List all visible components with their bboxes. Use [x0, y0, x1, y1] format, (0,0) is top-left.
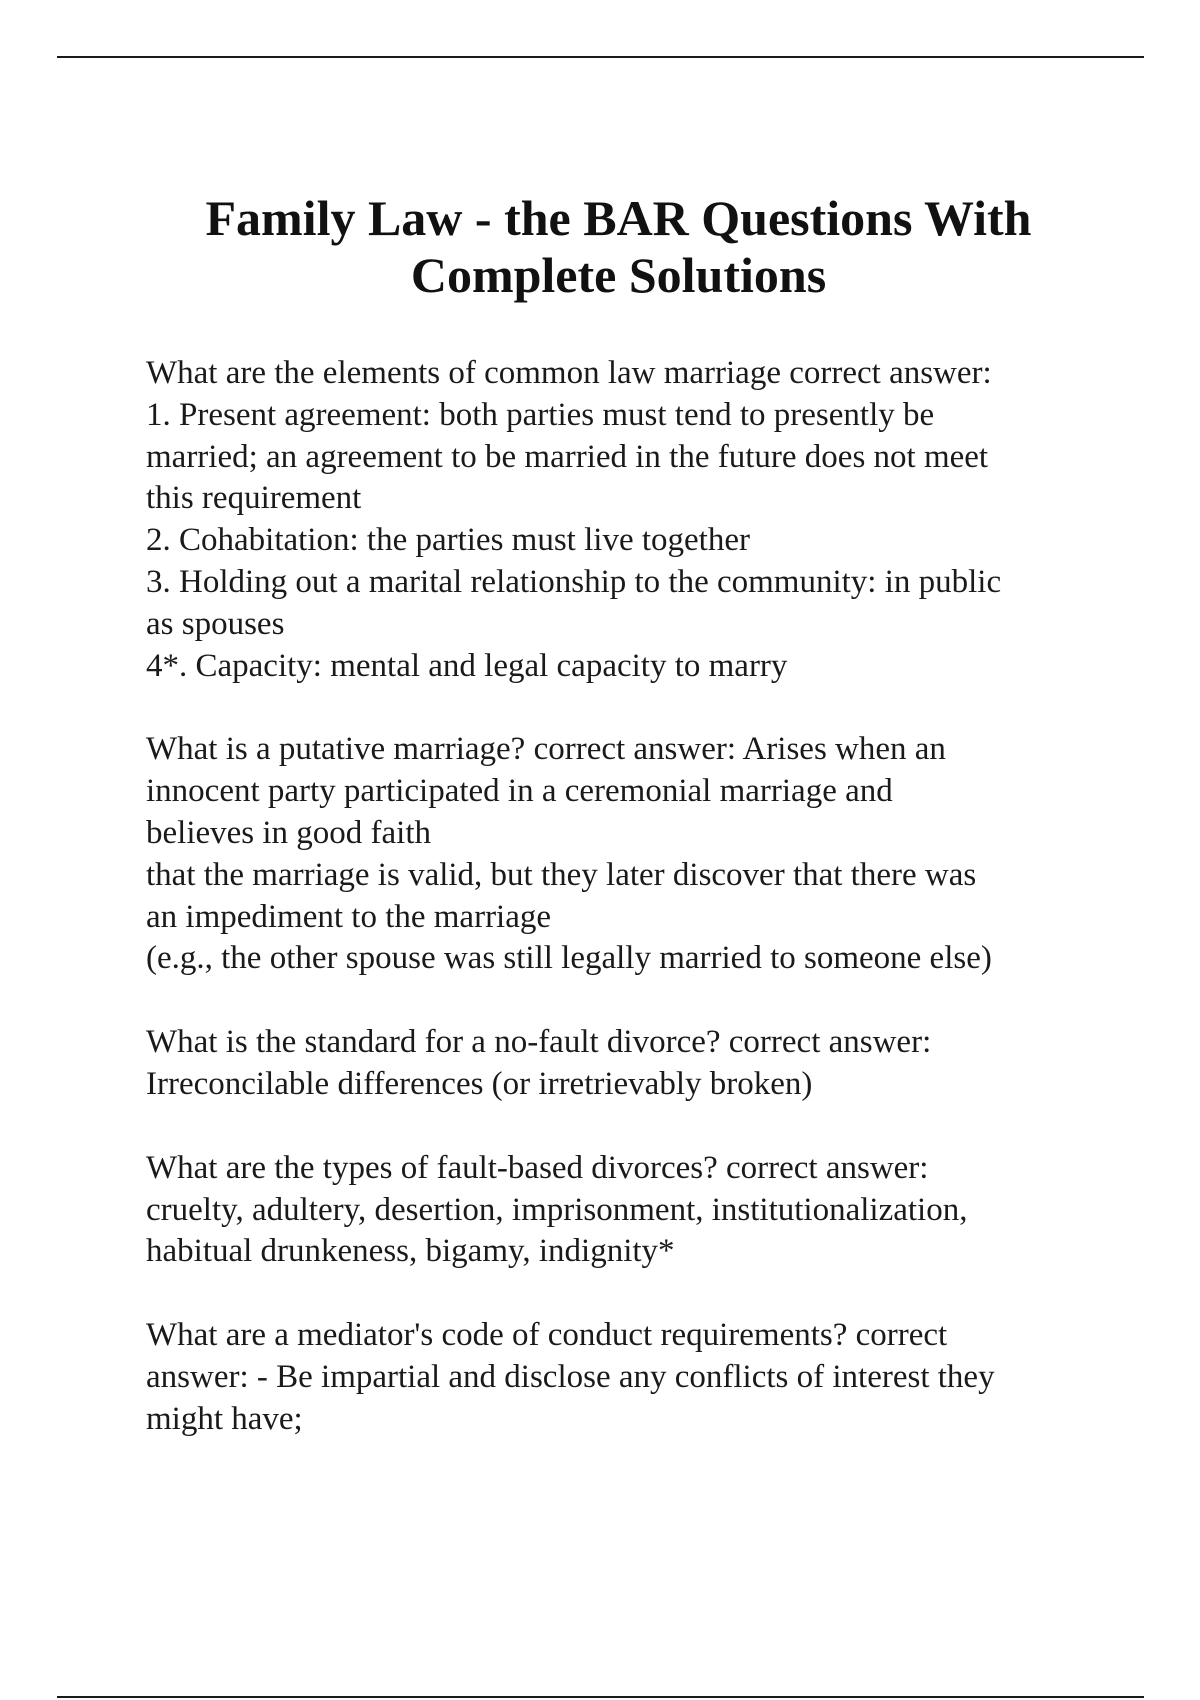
qa-line: might have; [146, 1400, 303, 1437]
qa-line: believes in good faith [146, 814, 432, 851]
qa-item-no-fault-divorce [146, 1022, 1106, 1106]
qa-line: What are the elements of common law marriage correct answer: [146, 355, 992, 391]
qa-line: answer: - Be impartial and disclose any conflicts of interest they [146, 1358, 995, 1395]
qa-line: Irreconcilable differences (or irretrievably broken) [146, 1065, 813, 1102]
qa-line: What is a putative marriage? correct answer: Arises when an [146, 731, 946, 768]
qa-line: What is the standard for a no-fault divorce? correct answer: [146, 1024, 932, 1061]
qa-item-mediator-code [146, 1315, 1106, 1440]
qa-line: What are a mediator's code of conduct requirements? correct [146, 1317, 948, 1354]
qa-line: What are the types of fault-based divorces? correct answer: [146, 1149, 929, 1186]
qa-line: 3. Holding out a marital relationship to the community: in public [146, 563, 1002, 600]
qa-line: as spouses [146, 605, 285, 642]
bottom-rule [57, 1696, 1144, 1698]
qa-line: this requirement [146, 480, 362, 517]
qa-item-fault-based-divorces [146, 1148, 1106, 1273]
qa-line: (e.g., the other spouse was still legally married to someone else) [146, 940, 992, 977]
qa-line: habitual drunkeness, bigamy, indignity* [146, 1233, 675, 1270]
title-line: Complete Solutions [410, 247, 827, 303]
title-line: Family Law - the BAR Questions With [205, 190, 1032, 246]
qa-line: 4*. Capacity: mental and legal capacity to marry [146, 647, 788, 684]
qa-line: cruelty, adultery, desertion, imprisonment, institutionalization, [146, 1191, 968, 1228]
qa-line: innocent party participated in a ceremonial marriage and [146, 773, 893, 810]
qa-line: 2. Cohabitation: the parties must live together [146, 522, 750, 559]
qa-line: married; an agreement to be married in the future does not meet [146, 438, 989, 475]
qa-item-common-law-marriage [146, 353, 1106, 687]
document-title [120, 190, 1117, 304]
qa-list [146, 353, 1106, 1483]
qa-line: 1. Present agreement: both parties must tend to presently be [146, 396, 935, 433]
qa-item-putative-marriage [146, 729, 1106, 980]
qa-line: that the marriage is valid, but they later discover that there was [146, 856, 977, 893]
qa-line: an impediment to the marriage [146, 898, 552, 935]
top-rule [57, 56, 1144, 58]
